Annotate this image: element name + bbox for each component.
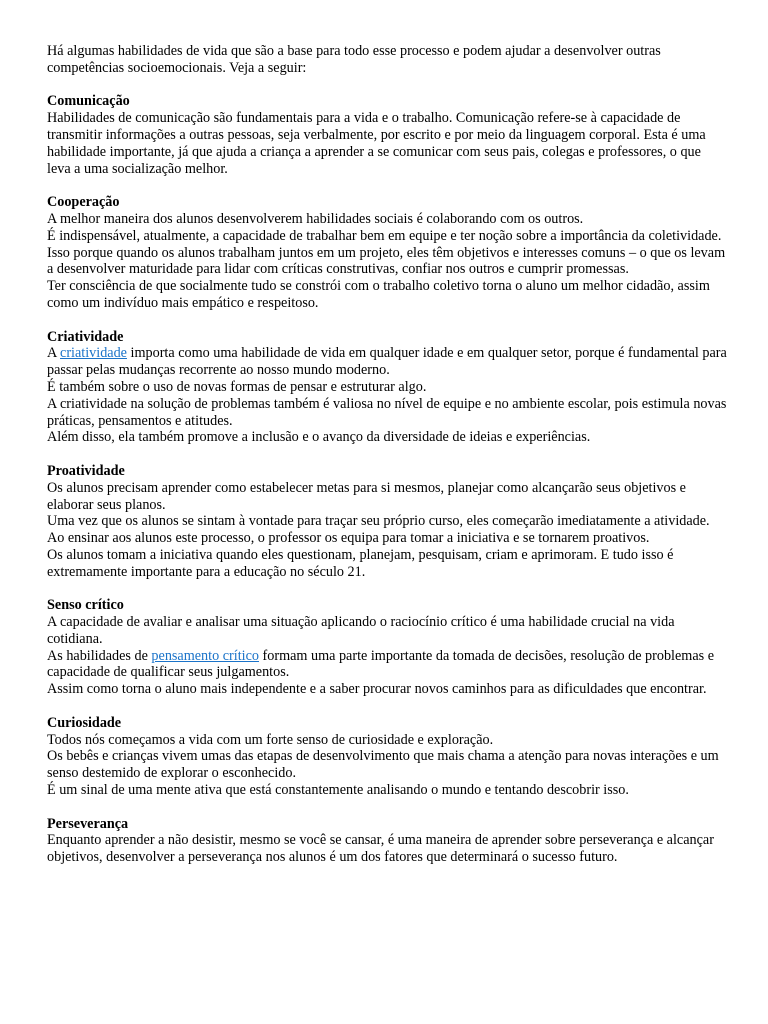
curiosidade-paragraph-2: Os bebês e crianças vivem umas das etapas de desenvolvimento que mais chama a atenção para novas interações e um senso destemido de explorar o esconhecido.	[47, 748, 719, 782]
section-perseveranca	[47, 816, 727, 866]
heading-proatividade: Proatividade	[47, 462, 125, 479]
pensamento-critico-link[interactable]: pensamento crítico	[151, 647, 259, 664]
criatividade-paragraph-2: É também sobre o uso de novas formas de pensar e estruturar algo.	[47, 378, 427, 395]
section-curiosidade	[47, 715, 727, 799]
heading-cooperacao: Cooperação	[47, 194, 120, 211]
senso-critico-paragraph-2	[47, 648, 727, 682]
cooperacao-paragraph-3: Isso porque quando os alunos trabalham juntos em um projeto, eles têm objetivos e interesses comuns – o que os levam a desenvolver maturidade para lidar com críticas construtivas, confiar nos outros e cumprir promessas.	[47, 244, 726, 278]
proatividade-paragraph-4: Os alunos tomam a iniciativa quando eles questionam, planejam, pesquisam, criam e aprimoram. E tudo isso é extremamente importante para a educação no século 21.	[47, 546, 674, 580]
heading-perseveranca: Perseverança	[47, 815, 129, 832]
heading-criatividade: Criatividade	[47, 328, 124, 345]
section-senso-critico	[47, 597, 727, 698]
section-proatividade	[47, 463, 727, 581]
criatividade-link[interactable]: criatividade	[60, 345, 127, 362]
senso-critico-paragraph-1: A capacidade de avaliar e analisar uma situação aplicando o raciocínio crítico é uma habilidade crucial na vida cotidiana.	[47, 614, 675, 647]
proatividade-paragraph-1: Os alunos precisam aprender como estabelecer metas para si mesmos, planejar como alcançarão seus objetivos e elaborar seus planos.	[47, 479, 686, 513]
comunicacao-paragraph-1: Habilidades de comunicação são fundamentais para a vida e o trabalho. Comunicação refere-se à capacidade de transmitir informações a outras pessoas, seja verbalmente, por escrito e por meio da linguagem corporal. Esta é uma habilidade importante, já que ajuda a criança a aprender a se comunicar com seus pais, colegas e professores, o que leva a uma socialização melhor.	[47, 110, 706, 177]
section-comunicacao	[47, 93, 727, 177]
criatividade-p1-before: A	[47, 345, 61, 362]
criatividade-paragraph-1	[47, 345, 727, 379]
proatividade-paragraph-3: Ao ensinar aos alunos este processo, o professor os equipa para tomar a iniciativa e se tornarem proativos.	[47, 530, 650, 547]
intro-paragraph: Há algumas habilidades de vida que são a base para todo esse processo e podem ajudar a desenvolver outras competências socioemocionais. Veja a seguir:	[47, 43, 661, 76]
criatividade-paragraph-4: Além disso, ela também promove a inclusão e o avanço da diversidade de ideias e experiências.	[47, 429, 591, 446]
document-body	[47, 43, 727, 866]
criatividade-paragraph-3: A criatividade na solução de problemas também é valiosa no nível de equipe e no ambiente escolar, pois estimula novas práticas, pensamentos e atitudes.	[47, 395, 727, 429]
curiosidade-paragraph-1: Todos nós começamos a vida com um forte senso de curiosidade e exploração.	[47, 731, 494, 748]
criatividade-p1-after: importa como uma habilidade de vida em qualquer idade e em qualquer setor, porque é fundamental para passar pelas mudanças recorrente ao nosso mundo moderno.	[47, 345, 727, 379]
senso-critico-p2-after: formam uma parte importante da tomada de decisões, resolução de problemas e capacidade de qualificar seus julgamentos.	[47, 647, 714, 681]
senso-critico-paragraph-3: Assim como torna o aluno mais independente e a saber procurar novos caminhos para as dificuldades que encontrar.	[47, 681, 707, 698]
perseveranca-paragraph-1: Enquanto aprender a não desistir, mesmo se você se cansar, é uma maneira de aprender sobre perseverança e alcançar objetivos, desenvolver a perseverança nos alunos é um dos fatores que determinará o sucesso futuro.	[47, 832, 714, 866]
section-criatividade	[47, 329, 727, 447]
senso-critico-p2-before: As habilidades de	[47, 647, 152, 664]
cooperacao-paragraph-4: Ter consciência de que socialmente tudo se constrói com o trabalho coletivo torna o aluno um melhor cidadão, assim como um indivíduo mais empático e respeitoso.	[47, 278, 710, 311]
heading-senso-critico: Senso crítico	[47, 597, 124, 614]
cooperacao-paragraph-1: A melhor maneira dos alunos desenvolverem habilidades sociais é colaborando com os outros.	[47, 210, 584, 227]
heading-curiosidade: Curiosidade	[47, 714, 122, 731]
proatividade-paragraph-2: Uma vez que os alunos se sintam à vontade para traçar seu próprio curso, eles começarão imediatamente a atividade.	[47, 513, 710, 530]
curiosidade-paragraph-3: É um sinal de uma mente ativa que está constantemente analisando o mundo e tentando descobrir isso.	[47, 782, 629, 799]
cooperacao-paragraph-2: É indispensável, atualmente, a capacidade de trabalhar bem em equipe e ter noção sobre a importância da coletividade.	[47, 227, 722, 244]
section-cooperacao	[47, 194, 727, 312]
heading-comunicacao: Comunicação	[47, 93, 130, 110]
